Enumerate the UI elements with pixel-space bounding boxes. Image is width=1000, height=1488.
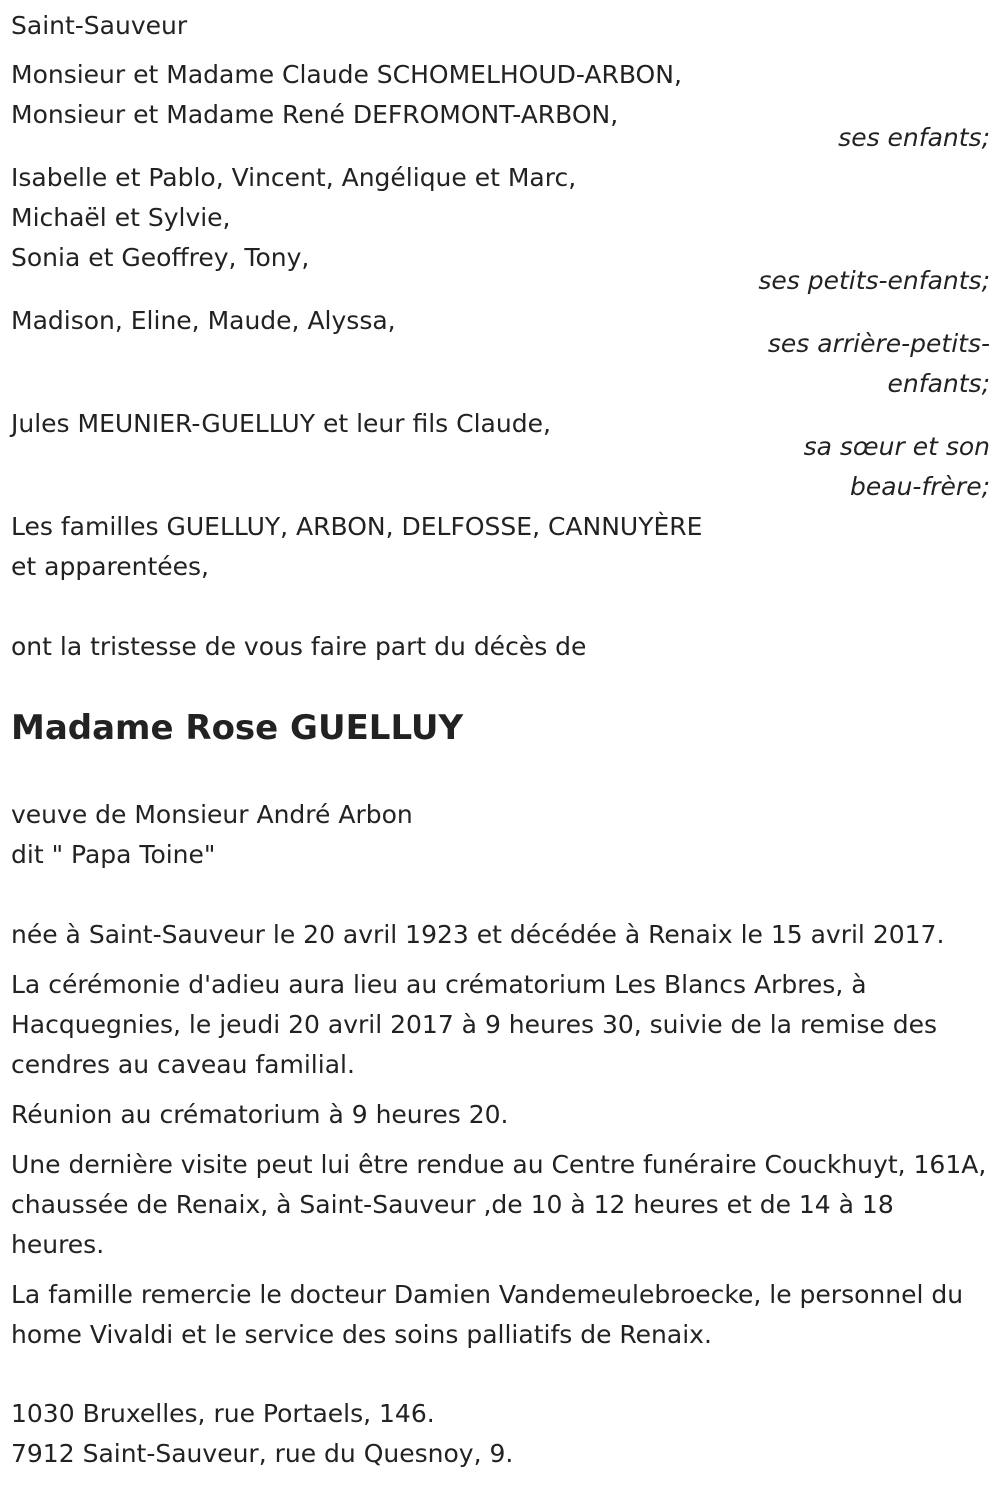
great-grandchildren-relation-line: ses arrière-petits-: [767, 329, 990, 358]
families-line: Les familles GUELLUY, ARBON, DELFOSSE, CANNUYÈRE: [11, 512, 703, 541]
children-line: Monsieur et Madame Claude SCHOMELHOUD-ARBON,: [11, 60, 682, 89]
visit-text: Une dernière visite peut lui être rendue au Centre funéraire Couckhuyt, 161A, chaussée de Renaix, à Saint-Sauveur ,de 10 à 12 heures et de 14 à 18 heures.: [11, 1150, 987, 1259]
ceremony-text: La cérémonie d'adieu aura lieu au crématorium Les Blancs Arbres, à Hacquegnies, le jeudi 20 avril 2017 à 9 heures 30, suivie de la remise des cendres au caveau familial.: [11, 970, 937, 1079]
grandchildren-line: Sonia et Geoffrey, Tony,: [11, 243, 310, 272]
children-block: [11, 55, 682, 135]
great-grandchildren-relation-line: enfants;: [887, 369, 990, 398]
birth-death-text: née à Saint-Sauveur le 20 avril 1923 et décédée à Renaix le 15 avril 2017.: [11, 920, 945, 949]
announcement-text: ont la tristesse de vous faire part du décès de: [11, 632, 587, 661]
grandchildren-line: Isabelle et Pablo, Vincent, Angélique et Marc,: [11, 163, 577, 192]
meeting-text: Réunion au crématorium à 9 heures 20.: [11, 1100, 509, 1129]
grandchildren-line: Michaël et Sylvie,: [11, 203, 231, 232]
children-line: Monsieur et Madame René DEFROMONT-ARBON,: [11, 100, 619, 129]
deceased-name: Madame Rose GUELLUY: [11, 708, 464, 748]
address-line: 1030 Bruxelles, rue Portaels, 146.: [11, 1399, 435, 1428]
great-grandchildren-line: Madison, Eline, Maude, Alyssa,: [11, 306, 396, 335]
grandchildren-relation: ses petits-enfants;: [758, 266, 990, 295]
deceased-info: [11, 795, 413, 875]
address-line: 7912 Saint-Sauveur, rue du Quesnoy, 9.: [11, 1439, 514, 1468]
nickname-text: dit " Papa Toine": [11, 840, 216, 869]
sibling-relation-line: sa sœur et son: [803, 432, 990, 461]
families-block: [11, 507, 702, 587]
great-grandchildren-relation: [768, 324, 990, 404]
sibling-relation-line: beau-frère;: [850, 472, 990, 501]
location-header: Saint-Sauveur: [11, 11, 188, 40]
families-line: et apparentées,: [11, 552, 209, 581]
children-relation: ses enfants;: [838, 123, 990, 152]
sibling-line: Jules MEUNIER-GUELLUY et leur fils Claude,: [11, 409, 551, 438]
details-block: [11, 915, 991, 1355]
widow-of-text: veuve de Monsieur André Arbon: [11, 800, 413, 829]
addresses-block: [11, 1394, 513, 1474]
sibling-relation: [804, 427, 990, 507]
grandchildren-block: [11, 158, 576, 278]
thanks-text: La famille remercie le docteur Damien Vandemeulebroecke, le personnel du home Vivaldi et le service des soins palliatifs de Renaix.: [11, 1280, 964, 1349]
